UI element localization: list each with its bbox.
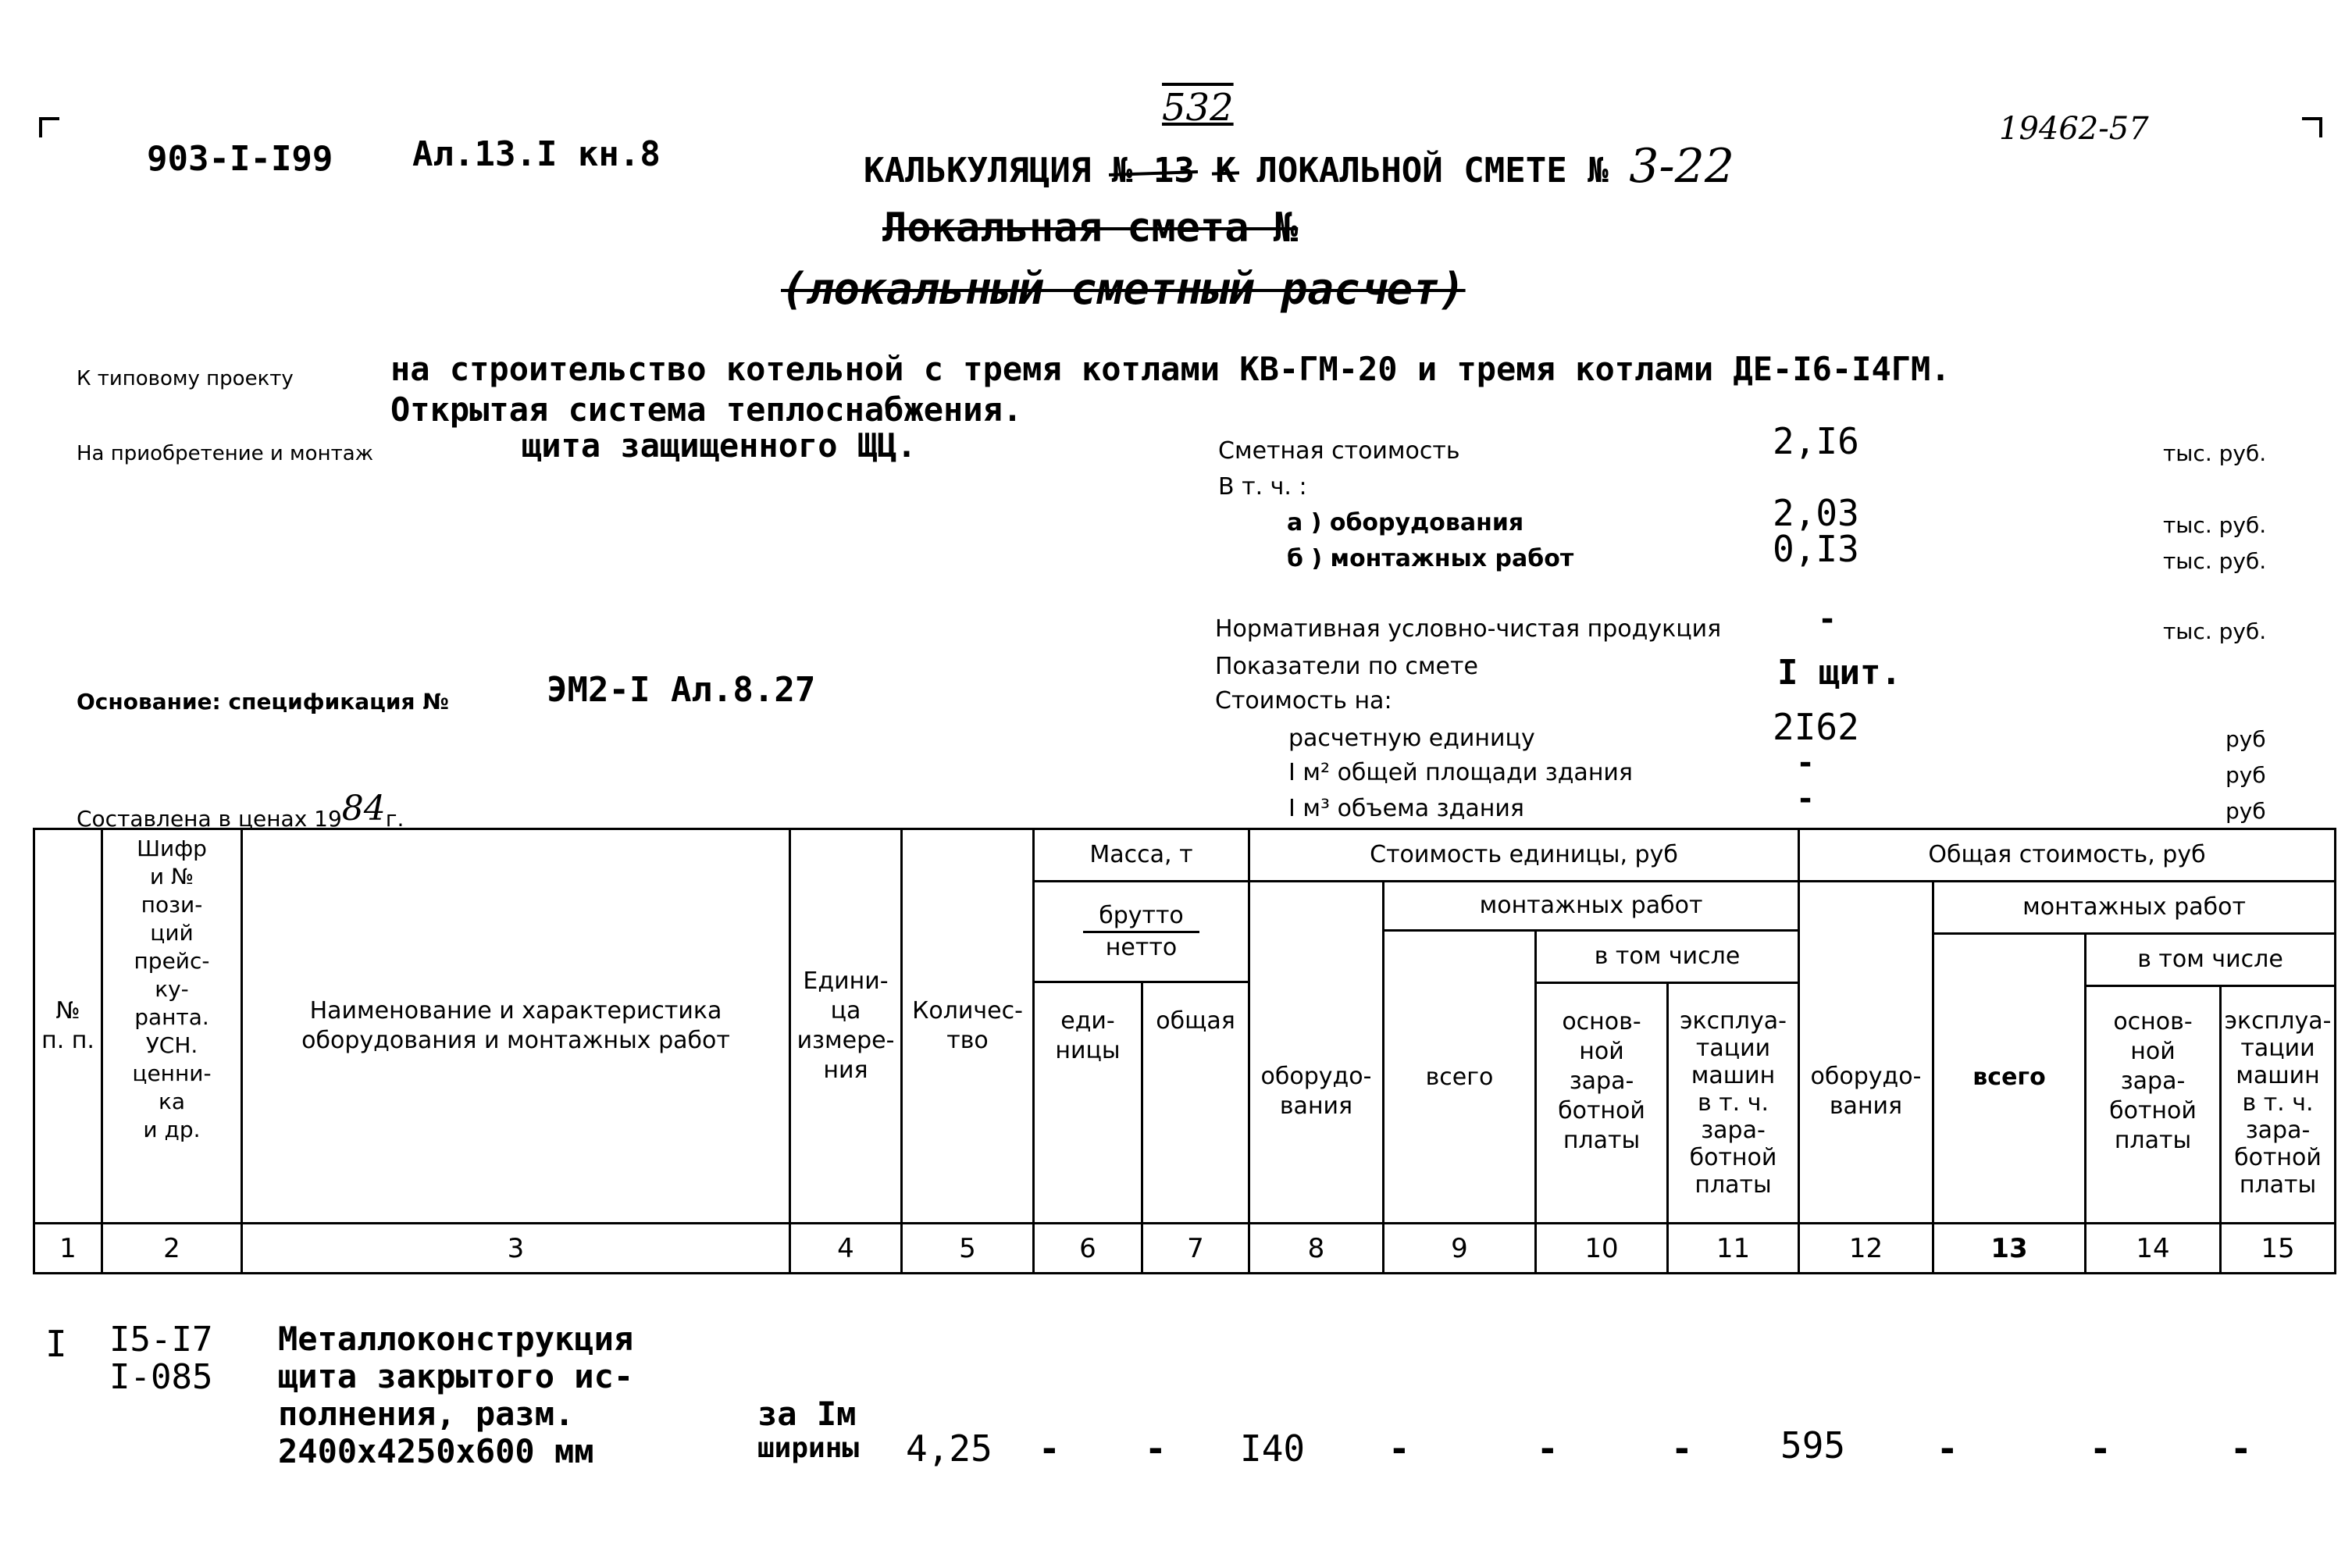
colnum-8: 8 bbox=[1248, 1222, 1384, 1274]
equipment-value: 2,03 bbox=[1773, 492, 1859, 534]
row-mass-total: - bbox=[1145, 1427, 1167, 1470]
installation-label: б ) монтажных работ bbox=[1287, 545, 1574, 572]
equipment-label: а ) оборудования bbox=[1287, 509, 1524, 536]
header-total-machines: эксплуа- тации машин в т. ч. зара- ботной платы bbox=[2219, 985, 2336, 1224]
row-name-line1: Металлоконструкция bbox=[278, 1320, 634, 1358]
row-total-equip: 595 bbox=[1780, 1424, 1846, 1466]
prices-year: 84 bbox=[341, 789, 386, 829]
colnum-9: 9 bbox=[1382, 1222, 1537, 1274]
title-handwritten-number: 3-22 bbox=[1629, 139, 1735, 194]
header-brutto-netto bbox=[1032, 880, 1250, 983]
colnum-2: 2 bbox=[101, 1222, 243, 1274]
prices-suffix: г. bbox=[385, 806, 404, 832]
area-rub: руб bbox=[2225, 762, 2266, 788]
row-code-line1: I5-I7 bbox=[109, 1320, 213, 1360]
header-mass-unit: еди- ницы bbox=[1032, 981, 1143, 1224]
header-unit-wage: основ- ной зара- ботной платы bbox=[1534, 982, 1669, 1224]
colnum-4: 4 bbox=[789, 1222, 903, 1274]
header-unit-cost: Стоимость единицы, руб bbox=[1248, 828, 1800, 882]
row-unit-line1: за Iм bbox=[757, 1395, 857, 1433]
corner-mark-top-right bbox=[2302, 117, 2322, 137]
to-project-label: К типовому проекту bbox=[77, 367, 294, 390]
header-total-install: монтажных работ bbox=[1932, 880, 2336, 935]
title-prefix: КАЛЬКУЛЯЦИЯ bbox=[864, 151, 1092, 191]
row-name-line3: полнения, разм. bbox=[278, 1395, 575, 1433]
project-code: 903-I-I99 bbox=[147, 139, 333, 179]
header-mass: Масса, т bbox=[1032, 828, 1250, 882]
volume-rub: руб bbox=[2225, 798, 2266, 824]
header-unit-incl: в том числе bbox=[1534, 929, 1800, 984]
album-reference: Ал.13.I кн.8 bbox=[412, 134, 661, 174]
colnum-11: 11 bbox=[1666, 1222, 1800, 1274]
area-label: I м² общей площади здания bbox=[1288, 759, 1633, 786]
header-name: Наименование и характеристика оборудования и монтажных работ bbox=[241, 828, 791, 1224]
unit-label: расчетную единицу bbox=[1288, 725, 1535, 752]
colnum-12: 12 bbox=[1798, 1222, 1934, 1274]
estimate-table bbox=[33, 828, 2336, 1274]
colnum-14: 14 bbox=[2084, 1222, 2222, 1274]
installation-value: 0,I3 bbox=[1773, 528, 1859, 570]
indicators-value: I щит. bbox=[1777, 653, 1901, 693]
volume-label: I м³ объема здания bbox=[1288, 795, 1524, 822]
header-unit-equip: оборудо- вания bbox=[1248, 880, 1384, 1224]
colnum-3: 3 bbox=[241, 1222, 791, 1274]
normative-unit: тыс. руб. bbox=[2163, 618, 2267, 644]
header-mass-total: общая bbox=[1141, 981, 1250, 1224]
colnum-5: 5 bbox=[900, 1222, 1035, 1274]
basis-value: ЭМ2-I Ал.8.27 bbox=[547, 670, 816, 710]
row-unit-all: - bbox=[1388, 1427, 1410, 1470]
row-total-machines: - bbox=[2230, 1427, 2252, 1470]
acquisition-value: щита защищенного ЩЦ. bbox=[522, 426, 917, 465]
unit-value: 2I62 bbox=[1773, 706, 1859, 748]
colnum-1: 1 bbox=[33, 1222, 103, 1274]
title-struck-letter: К bbox=[1215, 151, 1236, 191]
colnum-7: 7 bbox=[1141, 1222, 1250, 1274]
page-number: 532 bbox=[1162, 86, 1234, 130]
document-number: 19462-57 bbox=[1999, 111, 2149, 147]
unit-rub: руб bbox=[2225, 726, 2266, 752]
header-unit-machines: эксплуа- тации машин в т. ч. зара- ботной платы bbox=[1666, 982, 1800, 1224]
colnum-15: 15 bbox=[2219, 1222, 2336, 1274]
header-qty: Количес- тво bbox=[900, 828, 1035, 1224]
row-no: I bbox=[45, 1323, 67, 1365]
including-label: В т. ч. : bbox=[1218, 473, 1307, 501]
corner-mark-top-left bbox=[39, 117, 59, 137]
subtitle-local-estimate: Локальная смета № bbox=[882, 205, 1299, 251]
row-total-all: - bbox=[1937, 1427, 1958, 1470]
to-project-value-line1: на строительство котельной с тремя котлами КВ-ГМ-20 и тремя котлами ДЕ-I6-I4ГМ. bbox=[390, 350, 1951, 388]
row-unit-machines: - bbox=[1671, 1427, 1693, 1470]
header-no: № п. п. bbox=[33, 828, 103, 1224]
row-qty: 4,25 bbox=[906, 1427, 992, 1470]
installation-unit: тыс. руб. bbox=[2163, 548, 2267, 574]
row-total-wage: - bbox=[2090, 1427, 2111, 1470]
to-project-value-line2: Открытая система теплоснабжения. bbox=[390, 390, 1023, 429]
header-code: Шифр и № пози- ций прейс- ку- ранта. УСН. ценни- ка и др. bbox=[101, 828, 243, 1224]
indicators-label: Показатели по смете bbox=[1215, 653, 1478, 680]
header-total-all: всего bbox=[1932, 932, 2087, 1224]
estimated-cost-value: 2,I6 bbox=[1773, 420, 1859, 462]
row-mass-unit: - bbox=[1039, 1427, 1060, 1470]
header-total-cost: Общая стоимость, руб bbox=[1798, 828, 2336, 882]
row-unit-line2: ширины bbox=[757, 1432, 860, 1464]
header-total-equip: оборудо- вания bbox=[1798, 880, 1934, 1224]
row-name-line4: 2400x4250x600 мм bbox=[278, 1432, 594, 1470]
colnum-6: 6 bbox=[1032, 1222, 1143, 1274]
header-total-wage: основ- ной зара- ботной платы bbox=[2084, 985, 2222, 1224]
header-netto: нетто bbox=[1105, 933, 1178, 961]
volume-value: - bbox=[1796, 781, 1816, 817]
colnum-13: 13 bbox=[1932, 1222, 2087, 1274]
area-value: - bbox=[1796, 745, 1816, 781]
header-total-incl: в том числе bbox=[2084, 932, 2336, 987]
equipment-unit: тыс. руб. bbox=[2163, 512, 2267, 538]
subtitle-local-calculation: (локальный сметный расчет) bbox=[781, 264, 1466, 315]
normative-value: - bbox=[1818, 601, 1837, 637]
acquisition-label: На приобретение и монтаж bbox=[77, 442, 374, 465]
row-code-line2: I-085 bbox=[109, 1357, 213, 1397]
cost-on-label: Стоимость на: bbox=[1215, 687, 1392, 715]
header-brutto: брутто bbox=[1083, 901, 1199, 933]
colnum-10: 10 bbox=[1534, 1222, 1669, 1274]
title-struck-number: № 13 bbox=[1111, 151, 1195, 191]
normative-label: Нормативная условно-чистая продукция bbox=[1215, 615, 1722, 643]
header-unit: Едини- ца измере- ния bbox=[789, 828, 903, 1224]
row-name-line2: щита закрытого ис- bbox=[278, 1357, 634, 1395]
header-unit-all: всего bbox=[1382, 929, 1537, 1224]
estimated-cost-unit: тыс. руб. bbox=[2163, 440, 2267, 466]
title-main: ЛОКАЛЬНОЙ СМЕТЕ № bbox=[1256, 151, 1609, 191]
prices-label: Составлена в ценах 19 bbox=[77, 806, 342, 832]
estimated-cost-label: Сметная стоимость bbox=[1218, 437, 1460, 465]
document-title bbox=[864, 139, 1734, 194]
row-unit-wage: - bbox=[1537, 1427, 1559, 1470]
row-unit-equip: I40 bbox=[1240, 1427, 1306, 1470]
header-unit-install: монтажных работ bbox=[1382, 880, 1800, 932]
basis-label: Основание: спецификация № bbox=[77, 689, 449, 715]
